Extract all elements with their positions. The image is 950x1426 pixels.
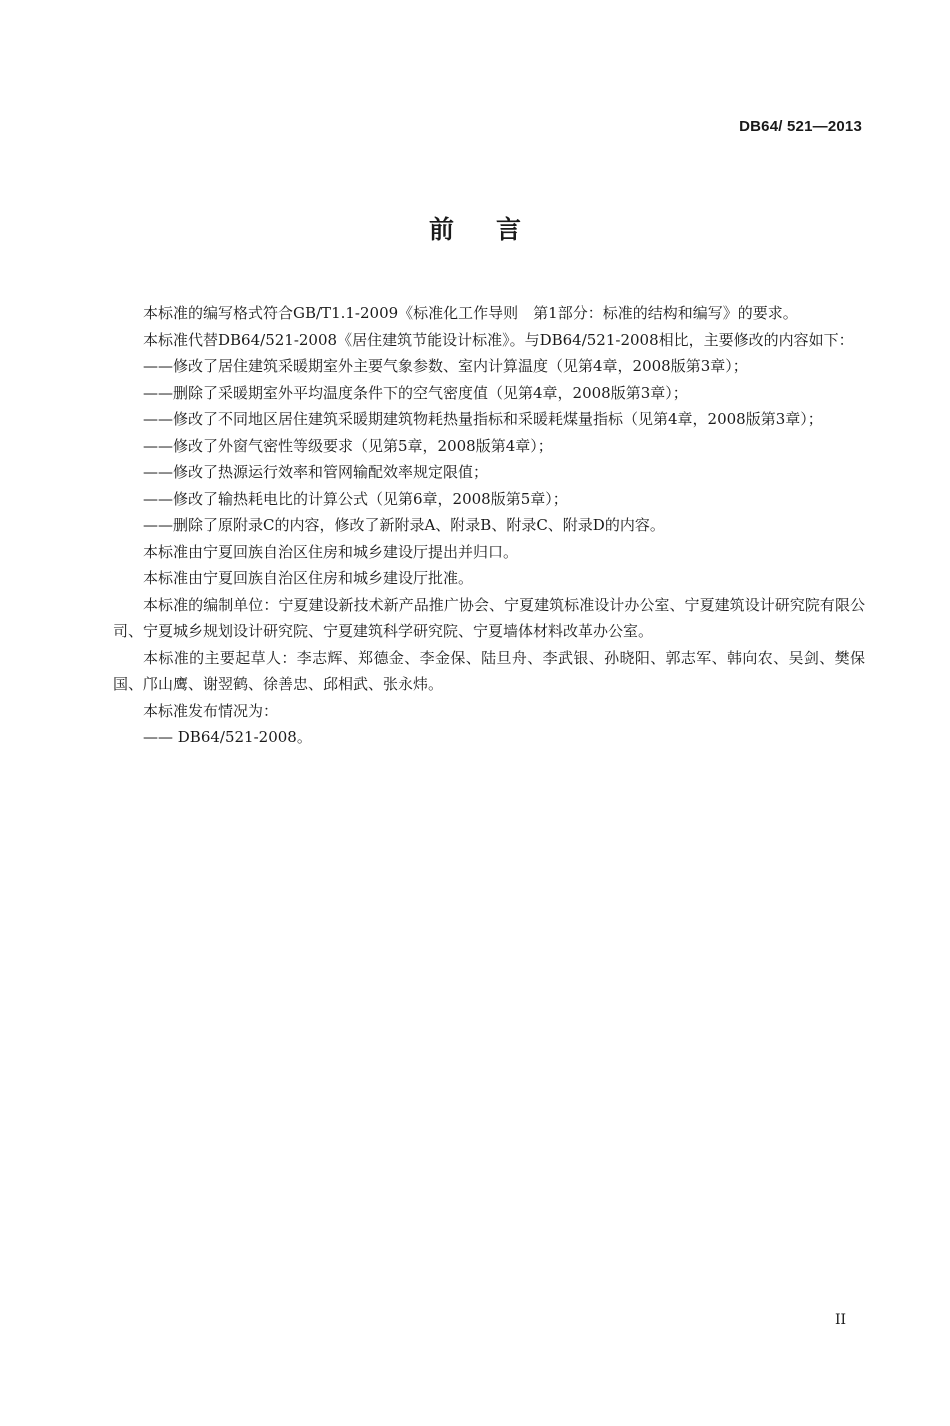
standard-code: DB64/ 521—2013	[739, 118, 862, 135]
change-item: ——修改了外窗气密性等级要求（见第5章，2008版第4章）；	[143, 436, 553, 455]
paragraph-format: 本标准的编写格式符合GB/T1.1-2009《标准化工作导则 第1部分：标准的结构和编写》的要求。	[143, 304, 798, 322]
title-char-1: 前	[428, 215, 454, 244]
paragraph-replaces: 本标准代替DB64/521-2008《居住建筑节能设计标准》。与DB64/521-2008相比，主要修改的内容如下：	[143, 330, 854, 349]
change-item: ——修改了热源运行效率和管网输配效率规定限值；	[143, 463, 489, 481]
change-item: ——修改了居住建筑采暖期室外主要气象参数、室内计算温度（见第4章，2008版第3章）；	[143, 357, 748, 375]
change-item: ——删除了采暖期室外平均温度条件下的空气密度值（见第4章，2008版第3章）；	[143, 383, 688, 402]
title-char-2: 言	[496, 215, 522, 244]
release-history-item: —— DB64/521-2008。	[143, 728, 312, 746]
page-title	[0, 210, 950, 246]
paragraph-release-history-label: 本标准发布情况为：	[143, 701, 279, 720]
change-item: ——修改了不同地区居住建筑采暖期建筑物耗热量指标和采暖耗煤量指标（见第4章，2008版第3章）；	[143, 410, 823, 428]
change-item: ——删除了原附录C的内容，修改了新附录A、附录B、附录C、附录D的内容。	[143, 516, 665, 534]
change-item: ——修改了输热耗电比的计算公式（见第6章，2008版第5章）；	[143, 489, 568, 508]
paragraph-drafting-units: 本标准的编制单位：宁夏建设新技术新产品推广协会、宁夏建筑标准设计办公室、宁夏建筑设计研究院有限公司、宁夏城乡规划设计研究院、宁夏建筑科学研究院、宁夏墙体材料改革办公室。	[113, 595, 865, 640]
foreword-body	[113, 300, 865, 751]
paragraph-drafters: 本标准的主要起草人：李志辉、郑德金、李金保、陆旦舟、李武银、孙晓阳、郭志军、韩向农、吴剑、樊保国、邝山鹰、谢翌鹤、徐善忠、邱相武、张永炜。	[113, 648, 865, 693]
paragraph-proposer: 本标准由宁夏回族自治区住房和城乡建设厅提出并归口。	[143, 542, 519, 561]
page-number: II	[834, 1312, 846, 1328]
paragraph-approver: 本标准由宁夏回族自治区住房和城乡建设厅批准。	[143, 569, 474, 587]
